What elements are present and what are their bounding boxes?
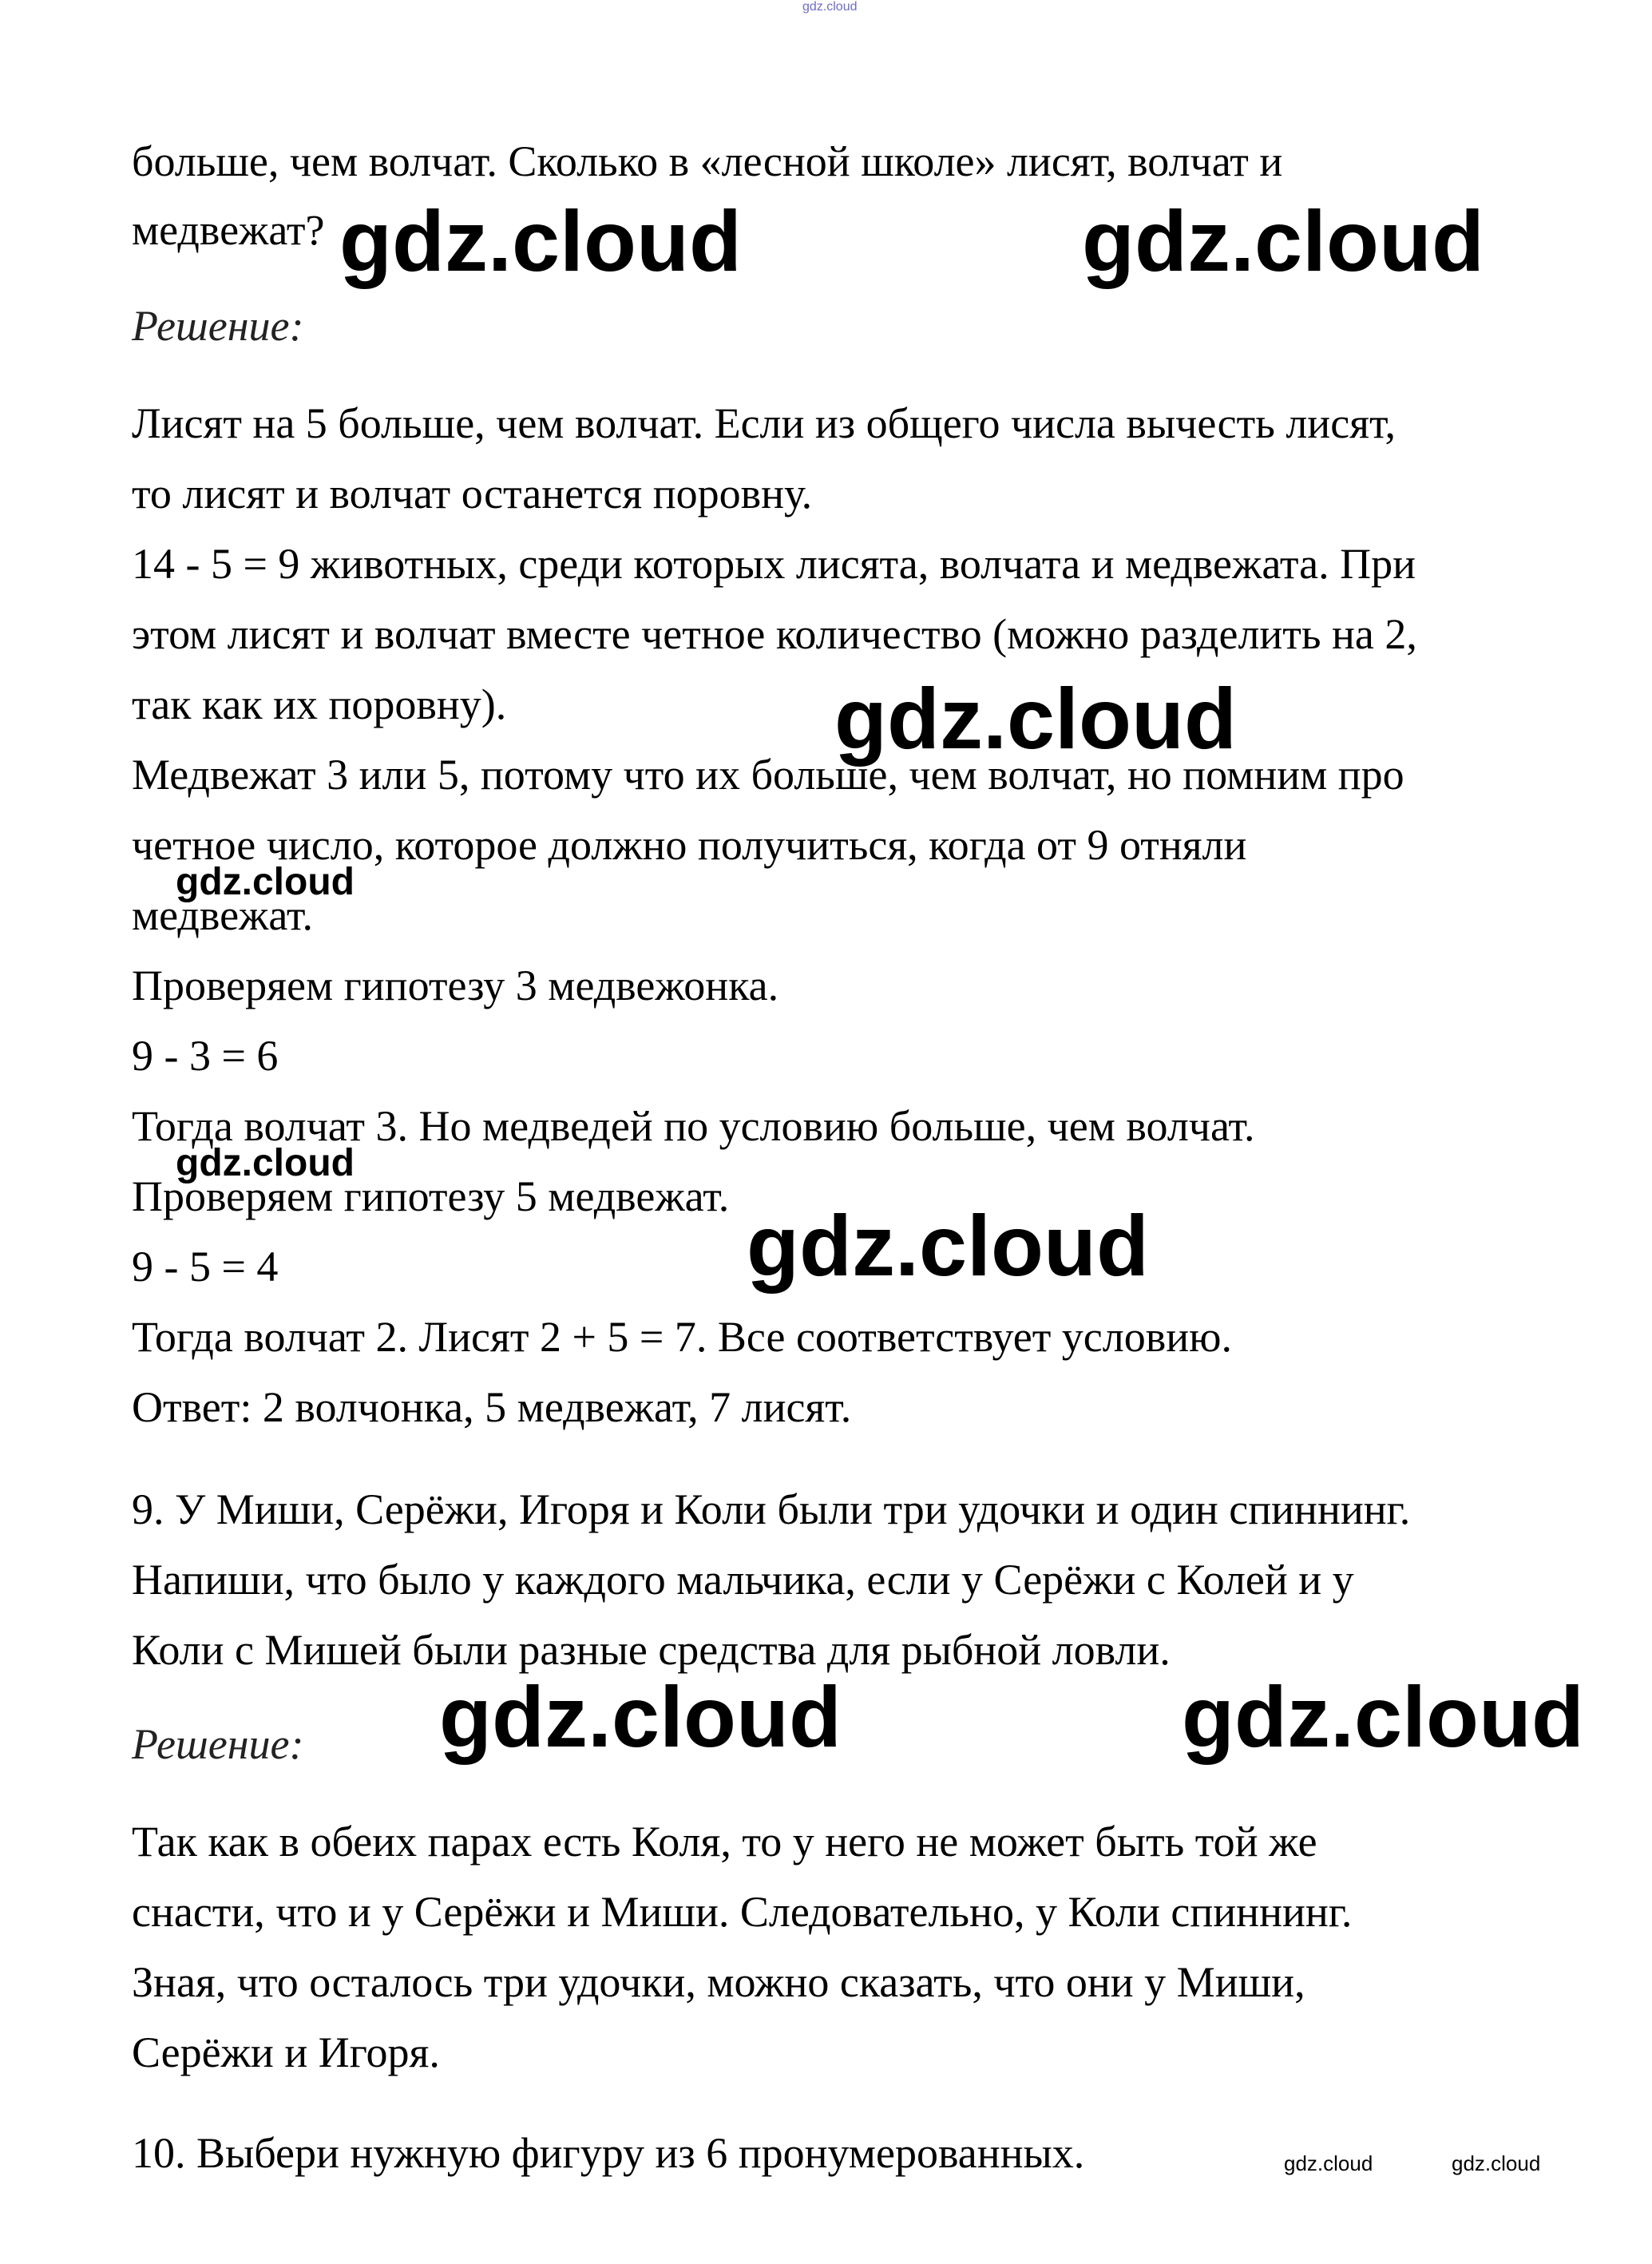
watermark: gdz.cloud [834, 670, 1237, 767]
text-line: Лисят на 5 больше, чем волчат. Если из общего числа вычесть лисят, [132, 399, 1396, 447]
text-line: Серёжи и Игоря. [132, 2028, 440, 2076]
text-line: снасти, что и у Серёжи и Миши. Следовательно, у Коли спиннинг. [132, 1888, 1353, 1936]
watermark: gdz.cloud [176, 1142, 355, 1184]
text-line: Тогда волчат 3. Но медведей по условию больше, чем волчат. [132, 1102, 1255, 1150]
task-line: 10. Выбери нужную фигуру из 6 пронумерованных. [132, 2129, 1085, 2177]
watermark: gdz.cloud [1082, 192, 1484, 289]
text-line: этом лисят и волчат вместе четное количество (можно разделить на 2, [132, 610, 1417, 658]
header-watermark: gdz.cloud [802, 0, 858, 14]
task-line: Коли с Мишей были разные средства для рыбной ловли. [132, 1626, 1171, 1674]
watermark: gdz.cloud [339, 192, 742, 289]
text-line: то лисят и волчат останется поровну. [132, 470, 813, 517]
text-line: Проверяем гипотезу 3 медвежонка. [132, 962, 779, 1009]
solution-heading: Решение: [132, 1720, 304, 1768]
text-line: Медвежат 3 или 5, потому что их больше, чем волчат, но помним про [132, 751, 1404, 799]
watermark: gdz.cloud [747, 1197, 1149, 1294]
text-line: 9 - 3 = 6 [132, 1032, 279, 1080]
solution-heading: Решение: [132, 302, 304, 350]
text-line: больше, чем волчат. Сколько в «лесной школе» лисят, волчат и [132, 137, 1283, 185]
text-line: 9 - 5 = 4 [132, 1243, 279, 1291]
text-line: 14 - 5 = 9 животных, среди которых лисята, волчата и медвежата. При [132, 540, 1416, 588]
text-line: Зная, что осталось три удочки, можно сказать, что они у Миши, [132, 1958, 1305, 2006]
watermark: gdz.cloud [1452, 2151, 1541, 2175]
text-line: так как их поровну). [132, 680, 507, 728]
text-line: Проверяем гипотезу 5 медвежат. [132, 1172, 730, 1220]
task-line: Напиши, что было у каждого мальчика, если у Серёжи с Колей и у [132, 1556, 1354, 1604]
watermark: gdz.cloud [439, 1668, 842, 1765]
text-line: четное число, которое должно получиться, когда от 9 отняли [132, 821, 1247, 869]
text-line: Тогда волчат 2. Лисят 2 + 5 = 7. Все соответствует условию. [132, 1313, 1232, 1361]
watermark: gdz.cloud [176, 861, 355, 903]
answer-line: Ответ: 2 волчонка, 5 медвежат, 7 лисят. [132, 1383, 852, 1431]
text-line: Так как в обеих парах есть Коля, то у него не может быть той же [132, 1818, 1317, 1866]
text-line: медвежат? [132, 206, 325, 254]
task-line: 9. У Миши, Серёжи, Игоря и Коли были три удочки и один спиннинг. [132, 1485, 1411, 1533]
text-line: медвежат. [132, 891, 313, 939]
watermark: gdz.cloud [1182, 1668, 1584, 1765]
watermark: gdz.cloud [1284, 2151, 1373, 2175]
